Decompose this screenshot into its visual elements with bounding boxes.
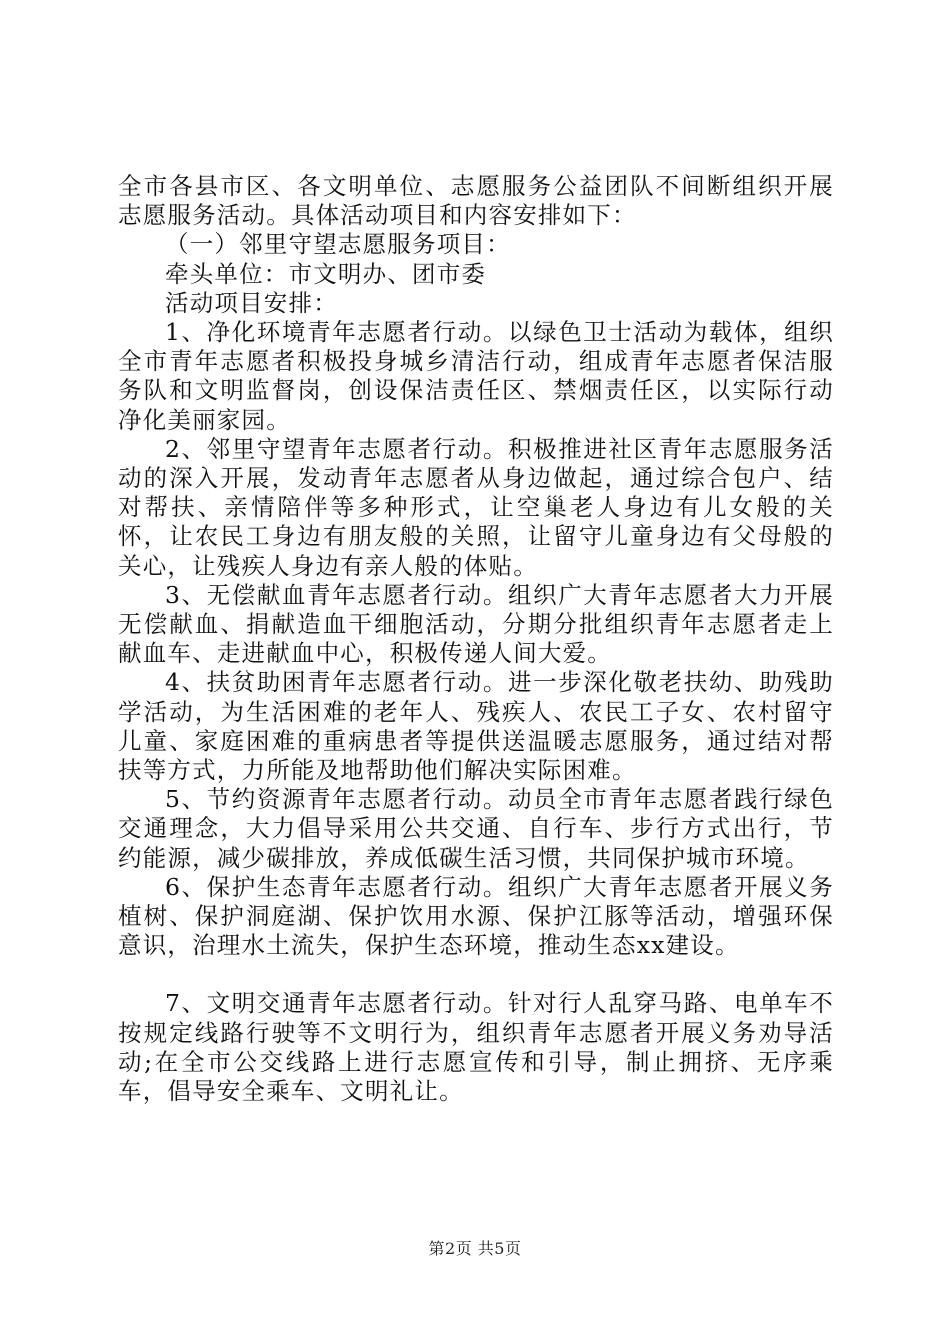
paragraph-intro: 全市各县市区、各文明单位、志愿服务公益团队不间断组织开展志愿服务活动。具体活动项目和内容安排如下：: [118, 172, 834, 230]
page-number-footer: 第2页 共5页: [428, 1239, 522, 1258]
item-4-paragraph: 4、扶贫助困青年志愿者行动。进一步深化敬老扶幼、助残助学活动，为生活困难的老年人、残疾人、农民工子女、农村留守儿童、家庭困难的重病患者等提供送温暖志愿服务，通过结对帮扶等方式，力所能及地帮助他们解决实际困难。: [118, 668, 834, 785]
item-6-paragraph: 6、保护生态青年志愿者行动。组织广大青年志愿者开展义务植树、保护洞庭湖、保护饮用水源、保护江豚等活动，增强环保意识，治理水土流失，保护生态环境，推动生态xx建设。: [118, 872, 834, 960]
arrangement-heading: 活动项目安排：: [165, 288, 338, 317]
item-7-paragraph: 7、文明交通青年志愿者行动。针对行人乱穿马路、电单车不按规定线路行驶等不文明行为，组织青年志愿者开展义务劝导活动;在全市公交线路上进行志愿宣传和引导，制止拥挤、无序乘车，倡导安全乘车、文明礼让。: [118, 989, 834, 1106]
item-1-paragraph: 1、净化环境青年志愿者行动。以绿色卫士活动为载体，组织全市青年志愿者积极投身城乡清洁行动，组成青年志愿者保洁服务队和文明监督岗，创设保洁责任区、禁烟责任区，以实际行动净化美丽家园。: [118, 318, 834, 434]
item-3-paragraph: 3、无偿献血青年志愿者行动。组织广大青年志愿者大力开展无偿献血、捐献造血干细胞活动，分期分批组织青年志愿者走上献血车、走进献血中心，积极传递人间大爱。: [118, 580, 834, 668]
item-5-paragraph: 5、节约资源青年志愿者行动。动员全市青年志愿者践行绿色交通理念，大力倡导采用公共交通、自行车、步行方式出行，节约能源，减少碳排放，养成低碳生活习惯，共同保护城市环境。: [118, 785, 834, 872]
section-heading: （一）邻里守望志愿服务项目：: [165, 230, 511, 259]
lead-unit-line: 牵头单位：市文明办、团市委: [165, 259, 487, 288]
item-2-paragraph: 2、邻里守望青年志愿者行动。积极推进社区青年志愿服务活动的深入开展，发动青年志愿者从身边做起，通过综合包户、结对帮扶、亲情陪伴等多种形式，让空巢老人身边有儿女般的关怀，让农民工身边有朋友般的关照，让留守儿童身边有父母般的关心，让残疾人身边有亲人般的体贴。: [118, 434, 834, 580]
document-body: [118, 172, 834, 1106]
